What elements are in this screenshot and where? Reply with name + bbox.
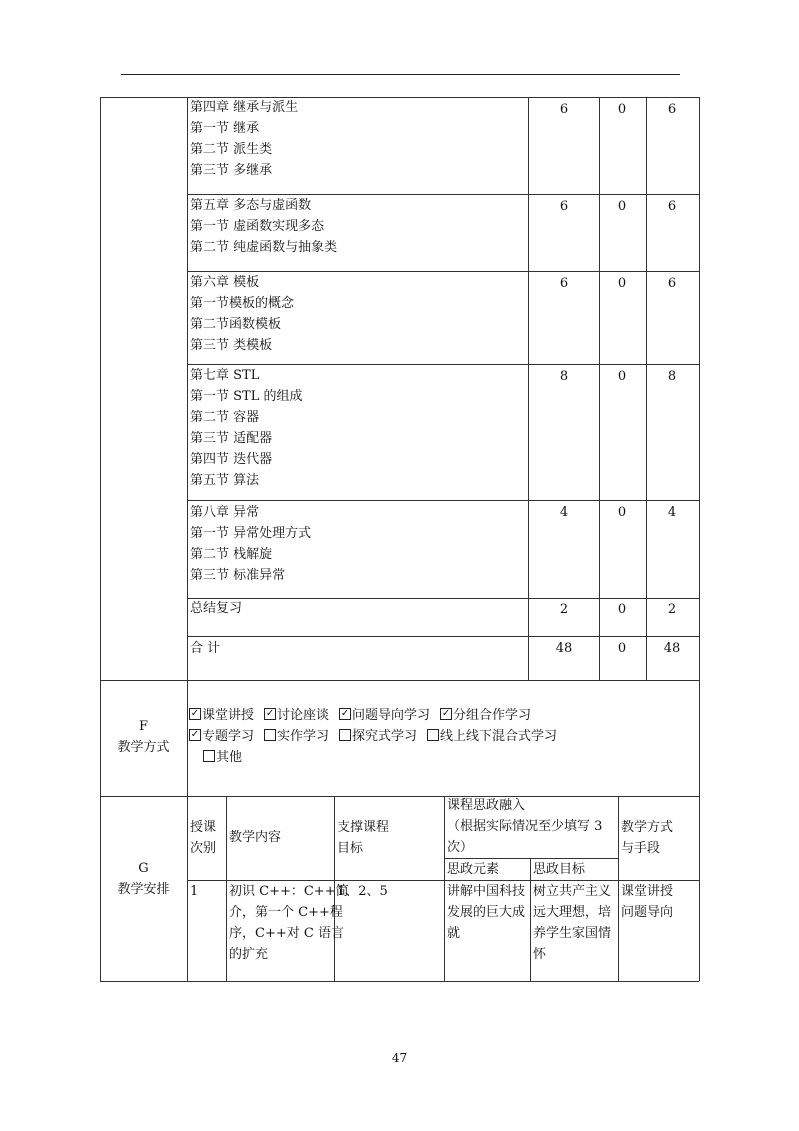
cell-text: 问题导向 bbox=[621, 905, 674, 920]
chapter-title: 第五章 多态与虚函数 bbox=[190, 198, 312, 213]
checkbox-empty-icon[interactable] bbox=[427, 729, 439, 741]
chapter-lines bbox=[190, 195, 337, 258]
cell-text: 树立共产主义 bbox=[533, 884, 612, 899]
hours-total: 6 bbox=[667, 276, 677, 291]
header-text: 课程思政融入 bbox=[447, 798, 526, 813]
cell-text: 讲解中国科技 bbox=[447, 884, 526, 899]
cell-session: 1 bbox=[190, 884, 199, 899]
review-label: 总结复习 bbox=[190, 601, 243, 616]
g-col-divider bbox=[444, 796, 445, 981]
cell-ideology-target bbox=[533, 881, 611, 965]
hours-total: 6 bbox=[667, 102, 677, 117]
teaching-method-options bbox=[189, 705, 567, 768]
label-column-divider bbox=[187, 97, 188, 981]
option-lecture[interactable] bbox=[189, 708, 254, 723]
checkbox-checked-icon[interactable] bbox=[189, 729, 201, 741]
header-rule bbox=[121, 74, 680, 75]
option-label: 分组合作学习 bbox=[453, 708, 532, 723]
section-line: 第一节模板的概念 bbox=[190, 296, 295, 311]
hours-lecture: 6 bbox=[559, 102, 569, 117]
checkbox-checked-icon[interactable] bbox=[440, 708, 452, 720]
hours-practice: 0 bbox=[617, 102, 627, 117]
chapter-title: 第六章 模板 bbox=[190, 275, 260, 290]
section-letter: G bbox=[138, 861, 149, 876]
row-divider bbox=[187, 500, 699, 501]
chapter-title: 第四章 继承与派生 bbox=[190, 100, 299, 115]
hours-lecture: 48 bbox=[555, 641, 573, 656]
cell-text: 介，第一个 C++程 bbox=[229, 905, 343, 920]
checkbox-empty-icon[interactable] bbox=[264, 729, 276, 741]
g-col-divider bbox=[530, 858, 531, 981]
cell-text: 就 bbox=[447, 926, 461, 941]
section-letter: F bbox=[138, 719, 149, 734]
section-line: 第三节 适配器 bbox=[190, 431, 273, 446]
hours-lecture: 8 bbox=[559, 369, 569, 384]
header-ideology-element: 思政元素 bbox=[447, 862, 500, 877]
section-divider-f bbox=[100, 680, 699, 681]
g-col-divider bbox=[226, 796, 227, 981]
hours-lecture: 2 bbox=[559, 602, 569, 617]
option-practical[interactable] bbox=[264, 729, 329, 744]
hours-practice: 0 bbox=[617, 276, 627, 291]
cell-text: 远大理想，培 bbox=[533, 905, 612, 920]
table-right-border bbox=[699, 97, 700, 981]
header-method bbox=[621, 817, 673, 859]
option-label: 其他 bbox=[216, 750, 243, 765]
option-problem-based[interactable] bbox=[339, 708, 430, 723]
section-line: 第二节 容器 bbox=[190, 410, 260, 425]
header-text: 次） bbox=[447, 840, 474, 855]
hours-col-divider-2 bbox=[599, 97, 600, 680]
header-text: 次别 bbox=[190, 841, 217, 856]
cell-text: 的扩充 bbox=[229, 947, 269, 962]
cell-text: 怀 bbox=[533, 947, 547, 962]
header-text: 与手段 bbox=[621, 841, 661, 856]
header-text: （根据实际情况至少填写 3 bbox=[447, 819, 603, 834]
option-label: 实作学习 bbox=[277, 729, 330, 744]
cell-method bbox=[621, 881, 673, 923]
row-divider bbox=[187, 636, 699, 637]
section-title: 教学方式 bbox=[117, 740, 170, 755]
header-goal bbox=[337, 817, 389, 859]
checkbox-checked-icon[interactable] bbox=[189, 708, 201, 720]
section-divider-g bbox=[100, 796, 699, 797]
option-label: 线上线下混合式学习 bbox=[440, 729, 558, 744]
header-content: 教学内容 bbox=[229, 830, 282, 845]
option-discussion[interactable] bbox=[264, 708, 329, 723]
hours-lecture: 6 bbox=[559, 199, 569, 214]
hours-total: 6 bbox=[667, 199, 677, 214]
chapter-lines bbox=[190, 365, 302, 491]
cell-text: 发展的巨大成 bbox=[447, 905, 526, 920]
cell-text: 序，C++对 C 语言 bbox=[229, 926, 344, 941]
checkbox-empty-icon[interactable] bbox=[339, 729, 351, 741]
section-line: 第二节 栈解旋 bbox=[190, 547, 273, 562]
section-line: 第一节 异常处理方式 bbox=[190, 526, 312, 541]
option-group-work[interactable] bbox=[440, 708, 531, 723]
cell-ideology-element bbox=[447, 881, 525, 944]
hours-practice: 0 bbox=[617, 602, 627, 617]
checkbox-empty-icon[interactable] bbox=[203, 750, 215, 762]
cell-goal: 1、2、5 bbox=[337, 884, 388, 899]
option-other[interactable] bbox=[203, 750, 242, 765]
hours-practice: 0 bbox=[617, 199, 627, 214]
header-text: 支撑课程 bbox=[337, 820, 390, 835]
option-label: 专题学习 bbox=[202, 729, 255, 744]
section-line: 第二节函数模板 bbox=[190, 317, 282, 332]
hours-total: 8 bbox=[667, 369, 677, 384]
page-number: 47 bbox=[391, 1051, 408, 1065]
header-ideology-target: 思政目标 bbox=[533, 862, 586, 877]
section-line: 第一节 继承 bbox=[190, 121, 260, 136]
header-text: 目标 bbox=[337, 841, 364, 856]
hours-practice: 0 bbox=[617, 369, 627, 384]
section-line: 第二节 纯虚函数与抽象类 bbox=[190, 240, 338, 255]
header-text: 授课 bbox=[190, 820, 217, 835]
option-topic-study[interactable] bbox=[189, 729, 254, 744]
cell-text: 初识 C++：C++简 bbox=[229, 884, 349, 899]
hours-total: 2 bbox=[667, 602, 677, 617]
chapter-lines bbox=[190, 502, 311, 586]
section-line: 第五节 算法 bbox=[190, 473, 260, 488]
checkbox-checked-icon[interactable] bbox=[264, 708, 276, 720]
chapter-lines bbox=[190, 97, 298, 181]
hours-total: 48 bbox=[663, 641, 681, 656]
section-line: 第一节 虚函数实现多态 bbox=[190, 219, 325, 234]
g-col-divider bbox=[618, 796, 619, 981]
section-line: 第四节 迭代器 bbox=[190, 452, 273, 467]
cell-text: 课堂讲授 bbox=[621, 884, 674, 899]
checkbox-checked-icon[interactable] bbox=[339, 708, 351, 720]
table-bottom-border bbox=[100, 981, 699, 982]
hours-practice: 0 bbox=[617, 505, 627, 520]
cell-content bbox=[229, 881, 349, 965]
section-line: 第一节 STL 的组成 bbox=[190, 389, 303, 404]
header-text: 教学方式 bbox=[621, 820, 674, 835]
option-blended[interactable] bbox=[427, 729, 557, 744]
section-line: 第三节 多继承 bbox=[190, 163, 273, 178]
header-session bbox=[190, 817, 216, 859]
section-line: 第三节 类模板 bbox=[190, 338, 273, 353]
hours-total: 4 bbox=[667, 505, 677, 520]
option-label: 问题导向学习 bbox=[352, 708, 431, 723]
section-f-label bbox=[100, 716, 187, 758]
chapter-title: 第八章 异常 bbox=[190, 505, 260, 520]
hours-col-divider-1 bbox=[528, 97, 529, 680]
section-title: 教学安排 bbox=[117, 882, 170, 897]
option-label: 探究式学习 bbox=[352, 729, 418, 744]
option-label: 课堂讲授 bbox=[202, 708, 255, 723]
hours-col-divider-3 bbox=[646, 97, 647, 680]
chapter-title: 第七章 STL bbox=[190, 368, 260, 383]
table-left-border bbox=[100, 97, 101, 981]
hours-lecture: 6 bbox=[559, 276, 569, 291]
chapter-lines bbox=[190, 272, 294, 356]
option-label: 讨论座谈 bbox=[277, 708, 330, 723]
hours-lecture: 4 bbox=[559, 505, 569, 520]
option-inquiry[interactable] bbox=[339, 729, 417, 744]
section-line: 第三节 标准异常 bbox=[190, 568, 286, 583]
row-divider bbox=[187, 598, 699, 599]
total-label: 合 计 bbox=[190, 641, 221, 656]
hours-practice: 0 bbox=[617, 641, 627, 656]
section-line: 第二节 派生类 bbox=[190, 142, 273, 157]
section-g-label bbox=[100, 858, 187, 900]
header-ideology bbox=[447, 795, 602, 858]
cell-text: 养学生家国情 bbox=[533, 926, 612, 941]
